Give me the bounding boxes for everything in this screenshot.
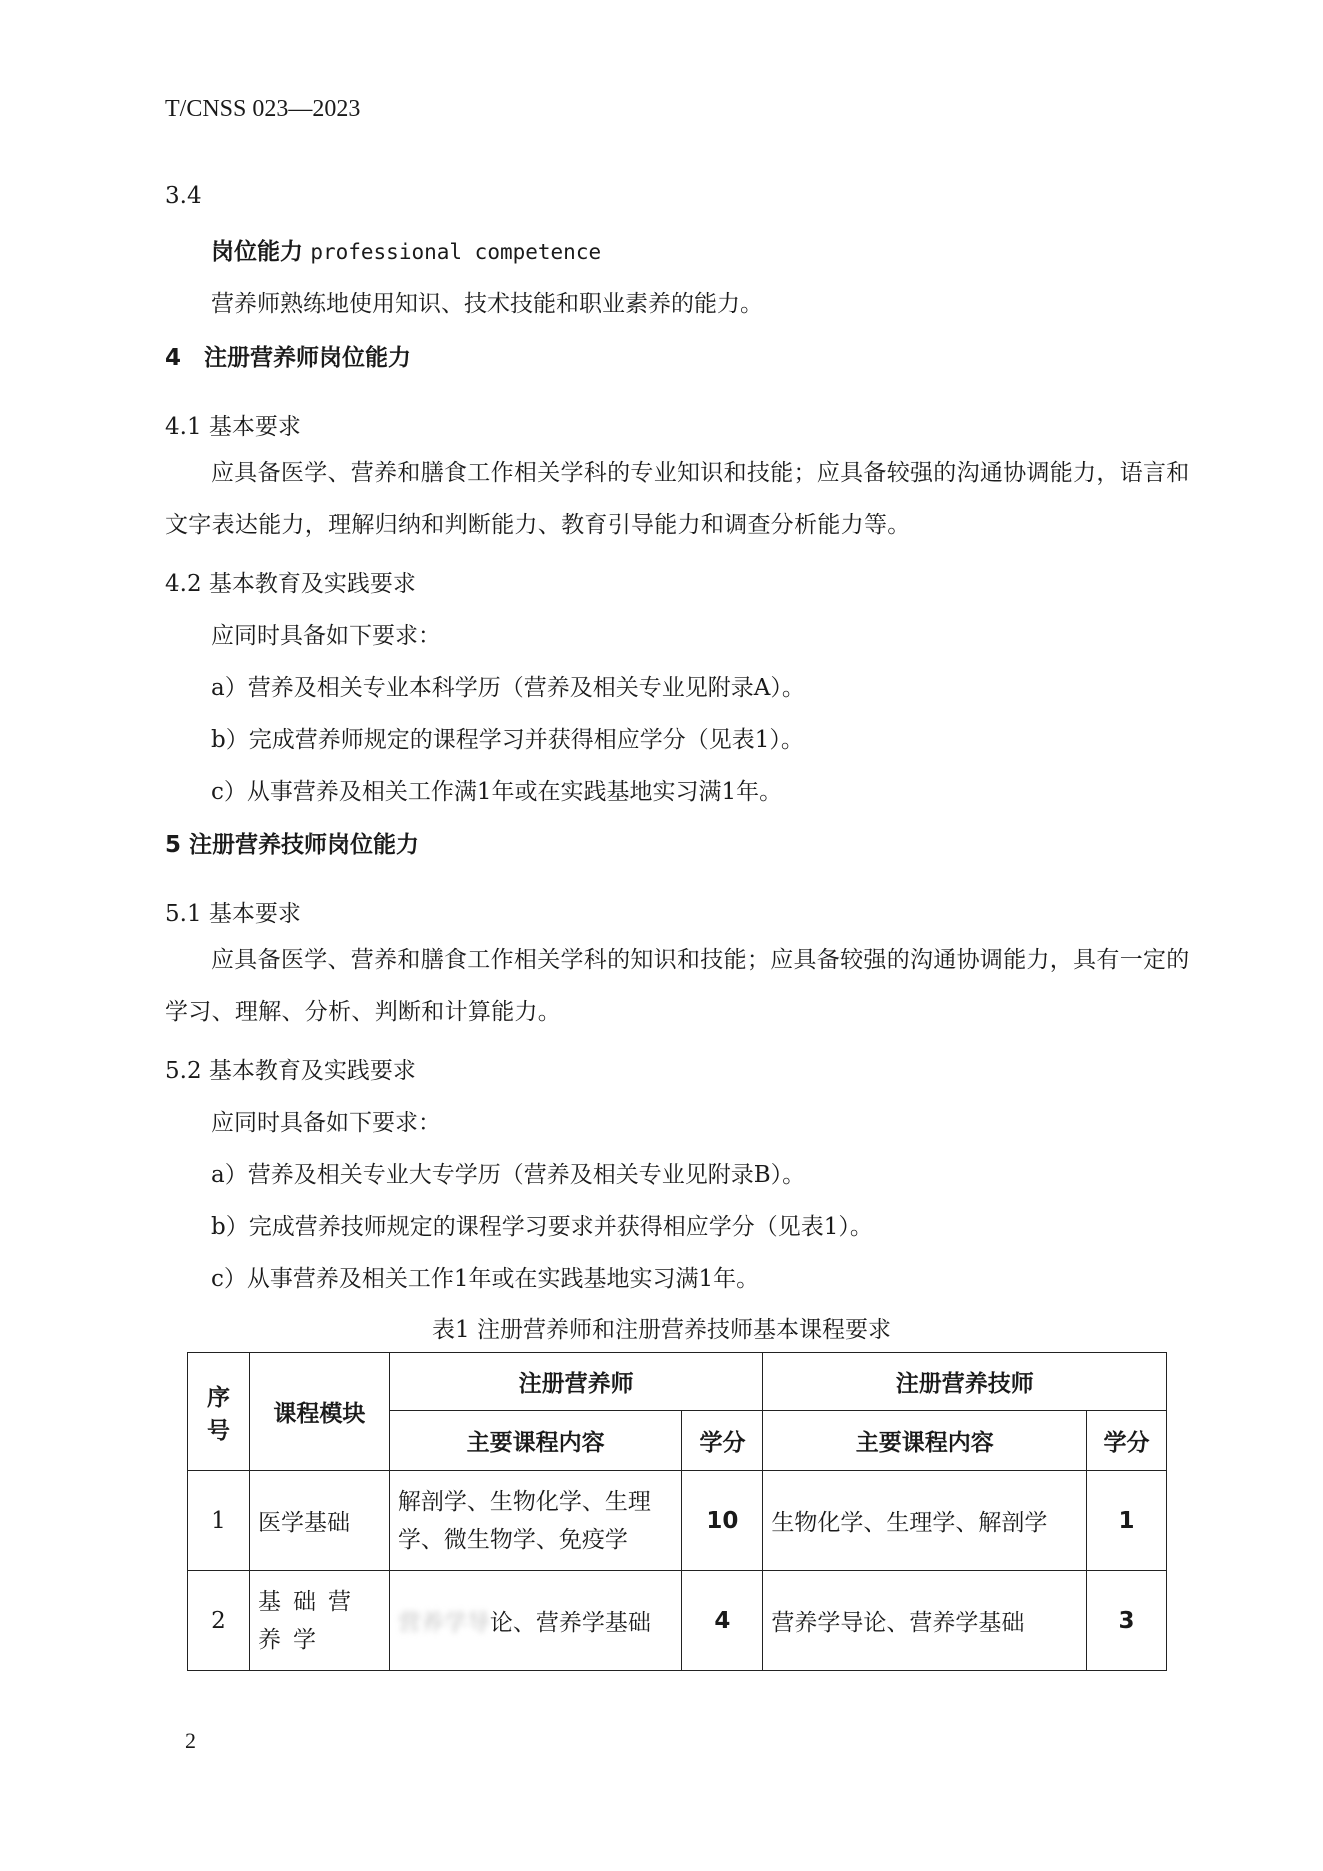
header-registered-dietitian: 注册营养师	[389, 1353, 763, 1411]
section-4-2-heading: 4.2 基本教育及实践要求	[165, 571, 416, 597]
table-header-row	[188, 1353, 1167, 1411]
standard-number: T/CNSS 023—2023	[165, 96, 361, 122]
clause-3-4-term	[211, 233, 601, 266]
clause-3-4-number: 3.4	[165, 183, 202, 209]
section-5-2-item-a: a）营养及相关专业大专学历（营养及相关专业见附录B）。	[211, 1162, 806, 1188]
section-5-1-text: 应具备医学、营养和膳食工作相关学科的知识和技能；应具备较强的沟通协调能力，具有一定的学习、理解、分析、判断和计算能力。	[165, 947, 1190, 1025]
table-row	[188, 1471, 1167, 1571]
page-number: 2	[185, 1728, 196, 1753]
term-en: professional competence	[310, 240, 602, 264]
section-5-1-heading: 5.1 基本要求	[165, 901, 301, 927]
header-rd-content: 主要课程内容	[389, 1411, 682, 1471]
header-dt-credit: 学分	[1087, 1411, 1167, 1471]
row-dt-content: 生物化学、生理学、解剖学	[763, 1471, 1087, 1571]
table-row	[188, 1571, 1167, 1671]
row-module: 医学基础	[249, 1471, 389, 1571]
row-no: 2	[188, 1571, 250, 1671]
header-no: 序号	[188, 1353, 250, 1471]
section-4-1-text: 应具备医学、营养和膳食工作相关学科的专业知识和技能；应具备较强的沟通协调能力，语言和文字表达能力，理解归纳和判断能力、教育引导能力和调查分析能力等。	[165, 460, 1190, 538]
table-caption: 表1 注册营养师和注册营养技师基本课程要求	[432, 1317, 891, 1343]
header-module: 课程模块	[249, 1353, 389, 1471]
row-dt-credit: 3	[1087, 1571, 1167, 1671]
section-4-1-heading: 4.1 基本要求	[165, 414, 301, 440]
clause-3-4-definition: 营养师熟练地使用知识、技术技能和职业素养的能力。	[211, 291, 763, 317]
row-rd-content: 解剖学、生物化学、生理学、微生物学、免疫学	[389, 1471, 682, 1571]
term-zh: 岗位能力	[211, 239, 303, 265]
row-rd-content	[389, 1571, 682, 1671]
row-rd-credit: 4	[682, 1571, 763, 1671]
section-5-2-item-c: c）从事营养及相关工作1年或在实践基地实习满1年。	[211, 1266, 760, 1292]
section-4-2-item-a: a）营养及相关专业本科学历（营养及相关专业见附录A）。	[211, 675, 805, 701]
section-5-2-item-b: b）完成营养技师规定的课程学习要求并获得相应学分（见表1）。	[211, 1214, 873, 1240]
section-4-2-item-b: b）完成营养师规定的课程学习并获得相应学分（见表1）。	[211, 727, 804, 753]
section-4-2-intro: 应同时具备如下要求：	[211, 623, 441, 649]
row-module: 基础营养学	[249, 1571, 389, 1671]
header-dt-content: 主要课程内容	[763, 1411, 1087, 1471]
visible-text: 论、营养学基础	[489, 1610, 651, 1636]
row-dt-credit: 1	[1087, 1471, 1167, 1571]
row-no: 1	[188, 1471, 250, 1571]
row-dt-content: 营养学导论、营养学基础	[763, 1571, 1087, 1671]
obscured-text: 营养学导	[397, 1610, 490, 1636]
course-requirements-table	[187, 1352, 1167, 1671]
header-dietetic-technician: 注册营养技师	[763, 1353, 1167, 1411]
header-rd-credit: 学分	[682, 1411, 763, 1471]
section-4-heading: 4 注册营养师岗位能力	[165, 345, 412, 371]
row-rd-credit: 10	[682, 1471, 763, 1571]
section-4-2-item-c: c）从事营养及相关工作满1年或在实践基地实习满1年。	[211, 779, 783, 805]
section-5-2-heading: 5.2 基本教育及实践要求	[165, 1058, 416, 1084]
section-5-heading: 5 注册营养技师岗位能力	[165, 832, 420, 858]
section-5-2-intro: 应同时具备如下要求：	[211, 1110, 441, 1136]
